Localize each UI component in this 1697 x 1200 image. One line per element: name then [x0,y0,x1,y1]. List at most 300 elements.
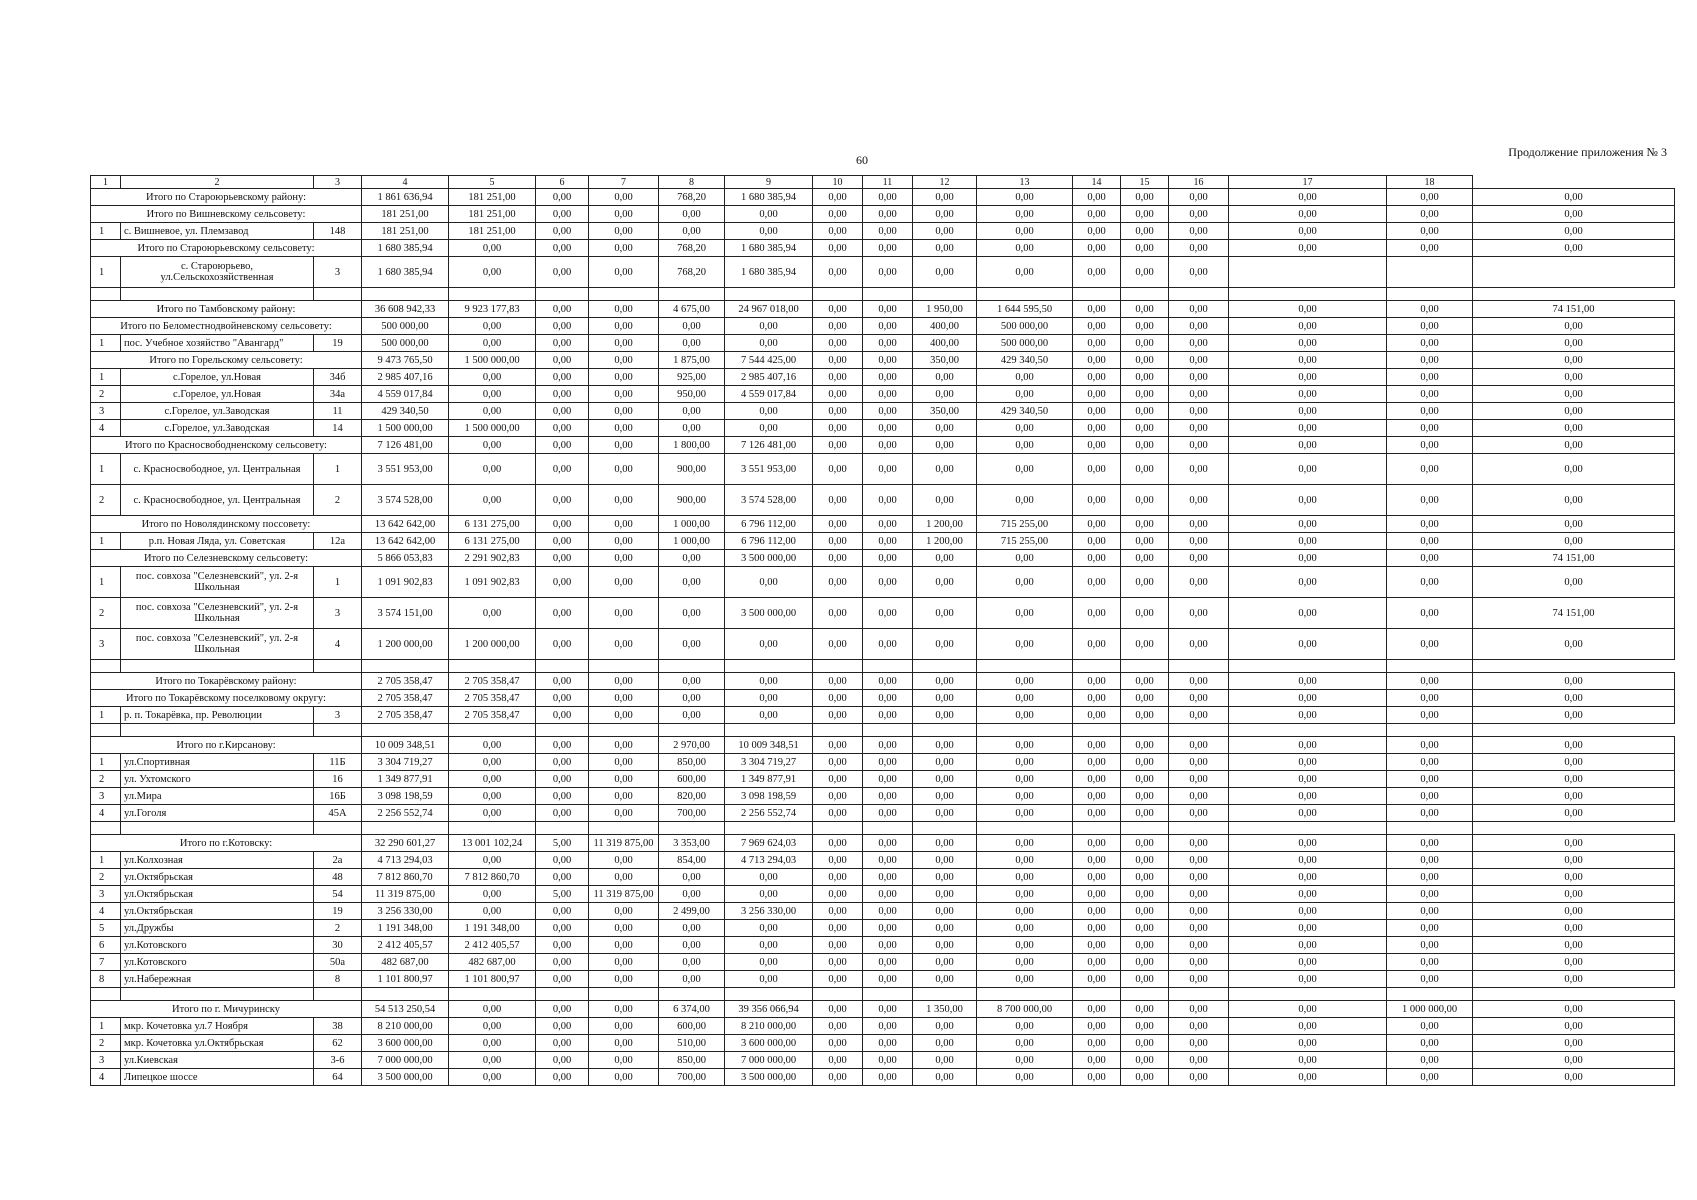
value-cell: 0,00 [1229,852,1387,869]
subtotal-label: Итого по Красносвободненскому сельсовету: [91,437,362,454]
value-cell: 0,00 [1073,971,1121,988]
house-number-cell: 50а [314,954,362,971]
value-cell: 0,00 [977,954,1073,971]
value-cell: 0,00 [913,629,977,660]
row-number: 1 [91,852,121,869]
value-cell: 0,00 [1073,420,1121,437]
value-cell: 0,00 [1387,1052,1473,1069]
value-cell: 0,00 [977,206,1073,223]
value-cell: 0,00 [1387,567,1473,598]
value-cell: 0,00 [813,737,863,754]
value-cell: 0,00 [1387,971,1473,988]
empty-cell [362,988,449,1001]
value-cell [1387,257,1473,288]
table-row [91,788,1675,805]
value-cell: 0,00 [913,437,977,454]
empty-cell [1169,988,1229,1001]
value-cell: 0,00 [449,754,536,771]
value-cell: 0,00 [1473,629,1675,660]
value-cell: 0,00 [813,788,863,805]
value-cell: 0,00 [863,869,913,886]
value-cell: 0,00 [1121,1069,1169,1086]
value-cell: 0,00 [1387,516,1473,533]
value-cell: 0,00 [1387,301,1473,318]
value-cell: 0,00 [913,206,977,223]
value-cell [1473,257,1675,288]
value-cell: 0,00 [449,886,536,903]
value-cell: 1 500 000,00 [362,420,449,437]
value-cell: 0,00 [813,386,863,403]
value-cell: 768,20 [659,257,725,288]
value-cell: 0,00 [589,454,659,485]
value-cell: 0,00 [863,257,913,288]
value-cell: 0,00 [536,1069,589,1086]
value-cell: 0,00 [813,257,863,288]
value-cell: 0,00 [1121,673,1169,690]
empty-cell [1169,660,1229,673]
value-cell: 0,00 [977,690,1073,707]
value-cell: 0,00 [1169,954,1229,971]
row-number: 3 [91,403,121,420]
value-cell: 0,00 [863,206,913,223]
address-cell: ул.Набережная [121,971,314,988]
value-cell: 950,00 [659,386,725,403]
subtotal-row [91,206,1675,223]
empty-cell [863,724,913,737]
value-cell: 0,00 [913,707,977,724]
house-number-cell: 19 [314,335,362,352]
value-cell: 500 000,00 [362,318,449,335]
value-cell: 715 255,00 [977,533,1073,550]
value-cell: 181 251,00 [449,189,536,206]
value-cell: 0,00 [589,1052,659,1069]
address-cell: ул.Гоголя [121,805,314,822]
value-cell: 0,00 [813,629,863,660]
value-cell: 0,00 [863,533,913,550]
value-cell: 3 256 330,00 [725,903,813,920]
value-cell: 0,00 [1387,805,1473,822]
value-cell: 0,00 [725,206,813,223]
house-number-cell: 1 [314,454,362,485]
table-row [91,852,1675,869]
value-cell: 11 319 875,00 [362,886,449,903]
value-cell: 0,00 [1473,403,1675,420]
value-cell: 2 705 358,47 [362,690,449,707]
value-cell: 0,00 [1073,352,1121,369]
value-cell: 0,00 [813,516,863,533]
page-number: 60 [856,153,868,167]
value-cell: 0,00 [913,454,977,485]
value-cell: 3 500 000,00 [362,1069,449,1086]
subtotal-label: Итого по Токарёвскому поселковому округу: [91,690,362,707]
row-number: 2 [91,869,121,886]
value-cell: 482 687,00 [362,954,449,971]
value-cell: 0,00 [913,954,977,971]
value-cell: 0,00 [1169,485,1229,516]
value-cell: 1 875,00 [659,352,725,369]
value-cell: 0,00 [536,903,589,920]
value-cell: 4 675,00 [659,301,725,318]
address-cell: пос. Учебное хозяйство "Авангард" [121,335,314,352]
value-cell: 0,00 [589,852,659,869]
value-cell: 0,00 [1229,318,1387,335]
value-cell: 74 151,00 [1473,550,1675,567]
value-cell: 0,00 [1169,971,1229,988]
value-cell: 0,00 [536,335,589,352]
value-cell: 0,00 [1121,835,1169,852]
empty-cell [1229,988,1387,1001]
spacer-row [91,724,1675,737]
table-row [91,903,1675,920]
value-cell: 1 000 000,00 [1387,1001,1473,1018]
value-cell: 0,00 [589,420,659,437]
value-cell: 0,00 [1229,920,1387,937]
value-cell: 820,00 [659,788,725,805]
value-cell: 0,00 [813,206,863,223]
value-cell: 0,00 [536,1018,589,1035]
empty-cell [659,660,725,673]
value-cell: 0,00 [589,971,659,988]
value-cell: 0,00 [1073,369,1121,386]
value-cell: 0,00 [449,788,536,805]
value-cell: 0,00 [1229,598,1387,629]
value-cell: 0,00 [1473,386,1675,403]
value-cell: 0,00 [1387,707,1473,724]
table-row [91,223,1675,240]
empty-cell [813,724,863,737]
value-cell: 3 551 953,00 [362,454,449,485]
value-cell: 0,00 [863,690,913,707]
value-cell: 0,00 [813,852,863,869]
value-cell: 0,00 [1473,690,1675,707]
row-number: 5 [91,920,121,937]
value-cell: 4 713 294,03 [725,852,813,869]
value-cell: 0,00 [1073,318,1121,335]
value-cell: 0,00 [1121,869,1169,886]
value-cell: 0,00 [977,629,1073,660]
value-cell: 0,00 [1387,886,1473,903]
value-cell: 0,00 [449,852,536,869]
value-cell: 0,00 [1073,629,1121,660]
empty-cell [91,288,121,301]
address-cell: ул.Октябрьская [121,903,314,920]
row-number: 3 [91,1052,121,1069]
value-cell: 10 009 348,51 [725,737,813,754]
row-number: 1 [91,754,121,771]
value-cell: 0,00 [1229,937,1387,954]
value-cell: 0,00 [913,485,977,516]
value-cell: 0,00 [1073,937,1121,954]
value-cell: 0,00 [1121,788,1169,805]
value-cell: 0,00 [536,189,589,206]
value-cell: 0,00 [725,567,813,598]
value-cell: 0,00 [589,869,659,886]
empty-cell [589,724,659,737]
value-cell: 0,00 [1169,788,1229,805]
value-cell: 0,00 [1229,903,1387,920]
subtotal-label: Итого по Вишневскому сельсовету: [91,206,362,223]
value-cell: 3 551 953,00 [725,454,813,485]
value-cell: 0,00 [863,240,913,257]
value-cell: 0,00 [863,420,913,437]
value-cell: 0,00 [1073,673,1121,690]
value-cell: 0,00 [913,690,977,707]
value-cell: 1 191 348,00 [449,920,536,937]
value-cell: 4 559 017,84 [725,386,813,403]
value-cell: 0,00 [913,754,977,771]
value-cell: 0,00 [1169,223,1229,240]
value-cell: 0,00 [589,257,659,288]
column-number: 16 [1169,176,1229,189]
value-cell: 0,00 [589,301,659,318]
value-cell: 0,00 [863,516,913,533]
column-number: 7 [589,176,659,189]
value-cell: 1 680 385,94 [725,257,813,288]
value-cell: 2 970,00 [659,737,725,754]
address-cell: ул.Мира [121,788,314,805]
value-cell: 0,00 [1473,206,1675,223]
value-cell: 0,00 [449,485,536,516]
value-cell: 7 812 860,70 [362,869,449,886]
value-cell: 0,00 [913,1035,977,1052]
value-cell: 0,00 [1473,1018,1675,1035]
value-cell: 0,00 [977,369,1073,386]
value-cell: 0,00 [863,754,913,771]
value-cell: 0,00 [1169,567,1229,598]
address-cell: с.Горелое, ул.Заводская [121,420,314,437]
value-cell: 0,00 [536,516,589,533]
value-cell: 0,00 [1229,454,1387,485]
value-cell: 0,00 [1073,1001,1121,1018]
value-cell: 0,00 [1229,690,1387,707]
value-cell: 0,00 [977,937,1073,954]
column-number: 18 [1387,176,1473,189]
value-cell: 900,00 [659,485,725,516]
value-cell: 0,00 [977,1018,1073,1035]
value-cell: 0,00 [536,369,589,386]
value-cell: 0,00 [536,1035,589,1052]
subtotal-row [91,835,1675,852]
value-cell: 0,00 [536,852,589,869]
value-cell: 0,00 [1073,437,1121,454]
value-cell: 0,00 [977,869,1073,886]
value-cell: 0,00 [725,920,813,937]
value-cell: 0,00 [1073,852,1121,869]
value-cell: 0,00 [1229,869,1387,886]
table-row [91,886,1675,903]
value-cell: 0,00 [1073,920,1121,937]
value-cell: 0,00 [1473,352,1675,369]
empty-cell [913,724,977,737]
row-number: 2 [91,1035,121,1052]
row-number: 2 [91,485,121,516]
value-cell: 0,00 [977,454,1073,485]
empty-cell [1121,288,1169,301]
value-cell: 9 473 765,50 [362,352,449,369]
value-cell: 3 574 528,00 [362,485,449,516]
column-number: 14 [1073,176,1121,189]
subtotal-row [91,550,1675,567]
value-cell: 0,00 [536,920,589,937]
value-cell: 3 574 528,00 [725,485,813,516]
empty-cell [1387,822,1473,835]
value-cell: 0,00 [659,335,725,352]
value-cell: 0,00 [659,403,725,420]
column-number: 12 [913,176,977,189]
value-cell: 6 796 112,00 [725,516,813,533]
value-cell: 0,00 [1229,335,1387,352]
address-cell: мкр. Кочетовка ул.7 Ноября [121,1018,314,1035]
value-cell: 0,00 [863,437,913,454]
empty-cell [813,988,863,1001]
value-cell: 0,00 [913,886,977,903]
value-cell: 0,00 [449,903,536,920]
table-row [91,533,1675,550]
row-number: 8 [91,971,121,988]
value-cell: 0,00 [1387,754,1473,771]
subtotal-row [91,318,1675,335]
value-cell: 0,00 [1229,754,1387,771]
value-cell: 74 151,00 [1473,598,1675,629]
value-cell: 0,00 [589,937,659,954]
subtotal-row [91,301,1675,318]
value-cell: 0,00 [536,707,589,724]
value-cell: 0,00 [913,852,977,869]
value-cell: 0,00 [913,937,977,954]
value-cell: 0,00 [1387,437,1473,454]
value-cell: 0,00 [1121,437,1169,454]
value-cell: 0,00 [1169,869,1229,886]
value-cell: 0,00 [589,954,659,971]
empty-cell [449,660,536,673]
value-cell: 0,00 [1229,189,1387,206]
empty-cell [1121,988,1169,1001]
value-cell: 0,00 [1169,369,1229,386]
house-number-cell: 11 [314,403,362,420]
empty-cell [725,724,813,737]
value-cell: 0,00 [659,707,725,724]
value-cell: 0,00 [1121,485,1169,516]
value-cell: 0,00 [1229,1001,1387,1018]
value-cell: 0,00 [1229,971,1387,988]
value-cell: 0,00 [1169,903,1229,920]
subtotal-row [91,1001,1675,1018]
address-cell: ул.Котовского [121,954,314,971]
house-number-cell: 45А [314,805,362,822]
value-cell: 0,00 [659,954,725,971]
value-cell: 0,00 [1169,629,1229,660]
column-number: 1 [91,176,121,189]
empty-cell [725,288,813,301]
value-cell: 6 131 275,00 [449,533,536,550]
value-cell: 0,00 [1121,335,1169,352]
value-cell: 0,00 [977,673,1073,690]
value-cell: 0,00 [1121,567,1169,598]
value-cell: 0,00 [659,629,725,660]
value-cell: 4 713 294,03 [362,852,449,869]
value-cell: 0,00 [536,420,589,437]
empty-cell [121,822,314,835]
value-cell: 2 985 407,16 [362,369,449,386]
value-cell: 0,00 [1229,673,1387,690]
empty-cell [91,822,121,835]
value-cell: 400,00 [913,318,977,335]
empty-cell [121,288,314,301]
column-number: 8 [659,176,725,189]
value-cell: 0,00 [1121,937,1169,954]
value-cell: 500 000,00 [977,335,1073,352]
value-cell: 0,00 [1169,754,1229,771]
value-cell: 0,00 [977,567,1073,598]
value-cell: 0,00 [813,937,863,954]
value-cell: 3 353,00 [659,835,725,852]
value-cell: 0,00 [1387,223,1473,240]
address-cell: пос. совхоза "Селезневский", ул. 2-я Школьная [121,598,314,629]
empty-cell [449,822,536,835]
value-cell: 350,00 [913,352,977,369]
value-cell: 1 101 800,97 [362,971,449,988]
value-cell: 0,00 [1387,403,1473,420]
value-cell: 0,00 [659,971,725,988]
value-cell: 7 126 481,00 [725,437,813,454]
value-cell: 32 290 601,27 [362,835,449,852]
value-cell: 0,00 [1229,206,1387,223]
house-number-cell: 54 [314,886,362,903]
value-cell: 0,00 [659,318,725,335]
value-cell: 0,00 [813,301,863,318]
value-cell: 0,00 [589,1018,659,1035]
value-cell: 0,00 [1229,223,1387,240]
subtotal-label: Итого по Селезневскому сельсовету: [91,550,362,567]
value-cell: 3 256 330,00 [362,903,449,920]
value-cell: 0,00 [1387,533,1473,550]
column-number: 5 [449,176,536,189]
column-number: 13 [977,176,1073,189]
value-cell: 0,00 [589,629,659,660]
value-cell: 0,00 [863,567,913,598]
value-cell: 0,00 [1473,567,1675,598]
table-row [91,771,1675,788]
value-cell: 0,00 [1387,335,1473,352]
column-number: 9 [725,176,813,189]
value-cell: 0,00 [1387,1018,1473,1035]
empty-cell [659,724,725,737]
value-cell: 0,00 [1473,369,1675,386]
value-cell: 0,00 [1387,386,1473,403]
value-cell: 0,00 [863,1069,913,1086]
value-cell: 0,00 [589,903,659,920]
value-cell: 0,00 [863,318,913,335]
table-row [91,1052,1675,1069]
value-cell: 500 000,00 [977,318,1073,335]
value-cell: 0,00 [1121,629,1169,660]
value-cell: 0,00 [863,352,913,369]
empty-cell [362,660,449,673]
value-cell: 0,00 [863,369,913,386]
value-cell: 0,00 [1387,835,1473,852]
value-cell: 0,00 [449,386,536,403]
value-cell: 0,00 [863,335,913,352]
value-cell: 0,00 [536,1052,589,1069]
value-cell: 1 680 385,94 [725,189,813,206]
empty-cell [977,724,1073,737]
value-cell: 0,00 [1473,805,1675,822]
value-cell: 0,00 [863,301,913,318]
value-cell: 0,00 [536,690,589,707]
value-cell: 0,00 [1121,533,1169,550]
value-cell: 0,00 [536,437,589,454]
value-cell: 768,20 [659,189,725,206]
